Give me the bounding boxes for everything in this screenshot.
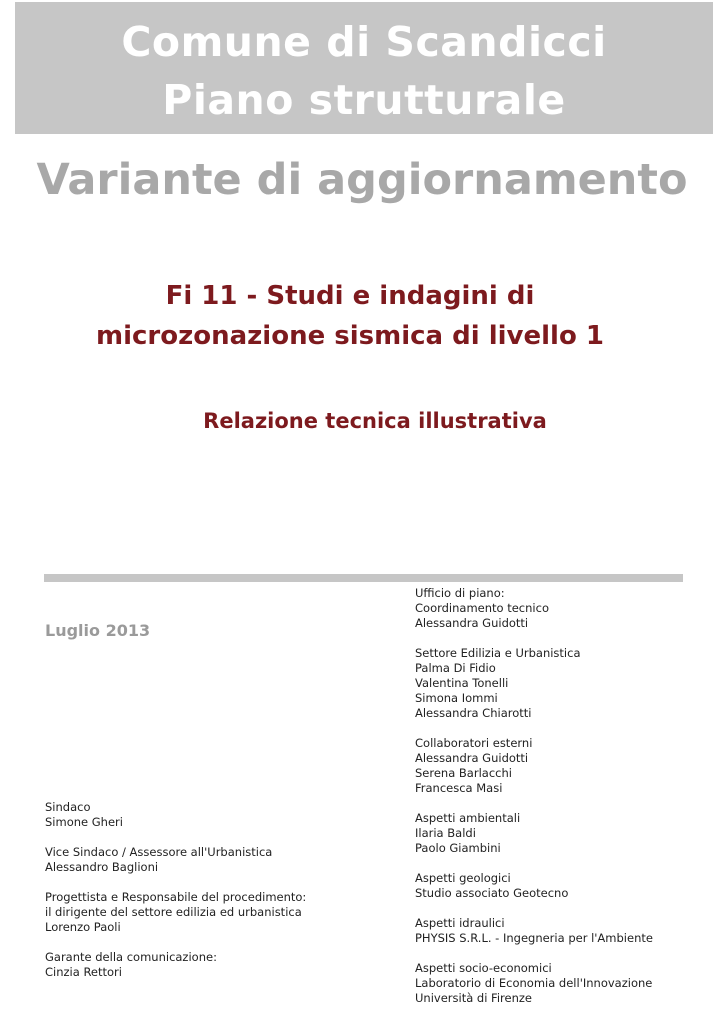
credit-role: Aspetti socio-economici bbox=[415, 961, 552, 975]
credit-block bbox=[415, 916, 715, 946]
credit-role: Vice Sindaco / Assessore all'Urbanistica bbox=[45, 845, 273, 859]
credit-line: il dirigente del settore edilizia ed urbanistica bbox=[45, 905, 302, 919]
credit-role: Progettista e Responsabile del procedimento: bbox=[45, 890, 307, 904]
credit-role: Aspetti ambientali bbox=[415, 811, 521, 825]
credit-line: Serena Barlacchi bbox=[415, 766, 512, 780]
municipality-title: Comune di Scandicci bbox=[121, 18, 607, 66]
credit-line: Cinzia Rettori bbox=[45, 965, 122, 979]
credit-role: Aspetti geologici bbox=[415, 871, 511, 885]
credit-role: Garante della comunicazione: bbox=[45, 950, 217, 964]
credit-line: Paolo Giambini bbox=[415, 841, 501, 855]
credit-line: Studio associato Geotecno bbox=[415, 886, 569, 900]
credit-line: Alessandro Baglioni bbox=[45, 860, 159, 874]
credit-line: PHYSIS S.R.L. - Ingegneria per l'Ambiente bbox=[415, 931, 653, 945]
credit-role: Settore Edilizia e Urbanistica bbox=[415, 646, 581, 660]
divider bbox=[44, 574, 683, 582]
study-title-line-2: microzonazione sismica di livello 1 bbox=[96, 321, 604, 351]
credit-line: Ilaria Baldi bbox=[415, 826, 476, 840]
credit-line: Università di Firenze bbox=[415, 991, 532, 1005]
credit-line: Valentina Tonelli bbox=[415, 676, 509, 690]
credit-block bbox=[415, 961, 715, 1006]
credit-line: Simona Iommi bbox=[415, 691, 498, 705]
credit-block bbox=[415, 646, 715, 721]
credit-block bbox=[45, 890, 385, 935]
credit-block bbox=[415, 811, 715, 856]
left-credits bbox=[45, 800, 385, 995]
credit-line: Simone Gheri bbox=[45, 815, 123, 829]
credit-line: Laboratorio di Economia dell'Innovazione bbox=[415, 976, 653, 990]
credit-block bbox=[45, 950, 385, 980]
credit-block bbox=[415, 871, 715, 901]
plan-title: Piano strutturale bbox=[162, 76, 566, 124]
credit-role: Ufficio di piano: bbox=[415, 586, 505, 600]
credit-line: Alessandra Guidotti bbox=[415, 751, 529, 765]
credit-line: Coordinamento tecnico bbox=[415, 601, 549, 615]
document-type: Relazione tecnica illustrativa bbox=[203, 409, 547, 433]
credit-line: Alessandra Chiarotti bbox=[415, 706, 532, 720]
publication-date: Luglio 2013 bbox=[45, 621, 151, 640]
credit-block bbox=[45, 800, 385, 830]
credit-role: Collaboratori esterni bbox=[415, 736, 533, 750]
study-title-line-1: Fi 11 - Studi e indagini di bbox=[165, 281, 535, 311]
right-credits bbox=[415, 586, 715, 1021]
study-title bbox=[0, 276, 700, 356]
credit-role: Sindaco bbox=[45, 800, 91, 814]
document-subtitle: Variante di aggiornamento bbox=[36, 155, 688, 205]
credit-block bbox=[415, 736, 715, 796]
title-banner bbox=[15, 2, 713, 134]
credit-line: Palma Di Fidio bbox=[415, 661, 496, 675]
credit-line: Alessandra Guidotti bbox=[415, 616, 529, 630]
credit-block bbox=[45, 845, 385, 875]
credit-block bbox=[415, 586, 715, 631]
credit-role: Aspetti idraulici bbox=[415, 916, 505, 930]
credit-line: Francesca Masi bbox=[415, 781, 503, 795]
credit-line: Lorenzo Paoli bbox=[45, 920, 121, 934]
